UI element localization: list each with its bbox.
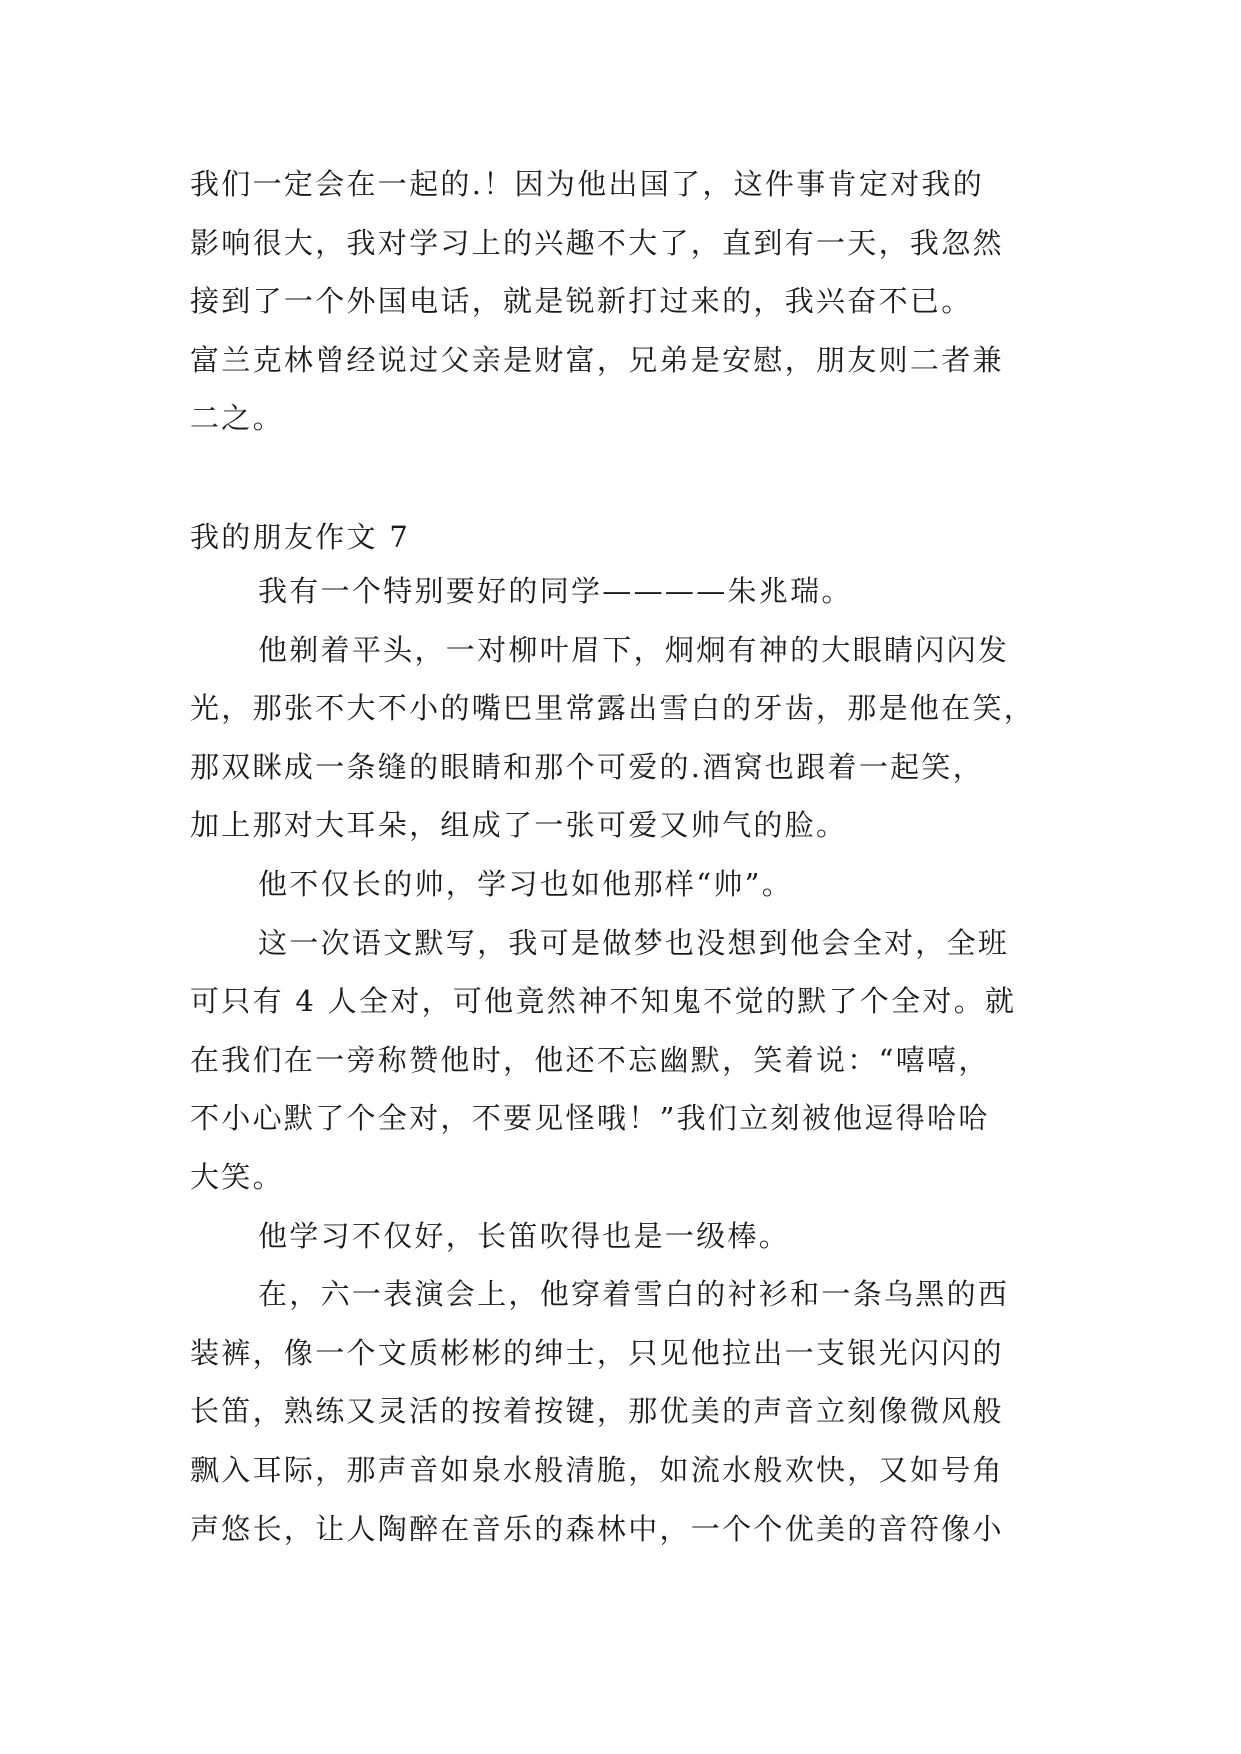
section-title-block	[190, 508, 1050, 567]
paragraph-line: 二之。	[190, 401, 284, 436]
top-paragraph	[190, 155, 1050, 448]
paragraph-line: 光，那张不大不小的嘴巴里常露出雪白的牙齿，那是他在笑，	[190, 691, 1036, 726]
paragraph-line: 他学习不仅好，长笛吹得也是一级棒。	[258, 1218, 791, 1253]
paragraph-line: 这一次语文默写，我可是做梦也没想到他会全对，全班	[258, 925, 1010, 960]
paragraph-line: 我有一个特别要好的同学————朱兆瑞。	[258, 574, 853, 608]
paragraph-line: 可只有 4 人全对，可他竟然神不知鬼不觉的默了个全对。就	[190, 984, 1017, 1019]
paragraph-line: 大笑。	[190, 1159, 284, 1194]
paragraph-line: 在，六一表演会上，他穿着雪白的衬衫和一条乌黑的西	[258, 1277, 1010, 1312]
paragraph-line: 那双眯成一条缝的眼睛和那个可爱的.酒窝也跟着一起笑，	[190, 749, 985, 784]
paragraph-line: 影响很大，我对学习上的兴趣不大了，直到有一天，我忽然	[190, 225, 1004, 260]
paragraph-line: 富兰克林曾经说过父亲是财富，兄弟是安慰，朋友则二者兼	[190, 342, 1004, 377]
paragraph-line: 不小心默了个全对，不要见怪哦！”我们立刻被他逗得哈哈	[190, 1101, 990, 1136]
paragraph-line: 加上那对大耳朵，组成了一张可爱又帅气的脸。	[190, 808, 848, 843]
essay-body	[190, 562, 1050, 1558]
section-title: 我的朋友作文 7	[190, 520, 411, 554]
paragraph-line: 我们一定会在一起的.！因为他出国了，这件事肯定对我的	[190, 167, 985, 201]
paragraph-line: 声悠长，让人陶醉在音乐的森林中，一个个优美的音符像小	[190, 1511, 1004, 1546]
paragraph-line: 他不仅长的帅，学习也如他那样“帅”。	[258, 866, 794, 901]
paragraph-line: 在我们在一旁称赞他时，他还不忘幽默，笑着说：“嘻嘻，	[190, 1042, 990, 1077]
paragraph-line: 长笛，熟练又灵活的按着按键，那优美的声音立刻像微风般	[190, 1394, 1004, 1429]
paragraph-line: 装裤，像一个文质彬彬的绅士，只见他拉出一支银光闪闪的	[190, 1335, 1004, 1370]
paragraph-line: 他剃着平头，一对柳叶眉下，炯炯有神的大眼睛闪闪发	[258, 632, 1010, 667]
paragraph-line: 飘入耳际，那声音如泉水般清脆，如流水般欢快，又如号角	[190, 1452, 1004, 1487]
paragraph-line: 接到了一个外国电话，就是锐新打过来的，我兴奋不已。	[190, 284, 973, 319]
